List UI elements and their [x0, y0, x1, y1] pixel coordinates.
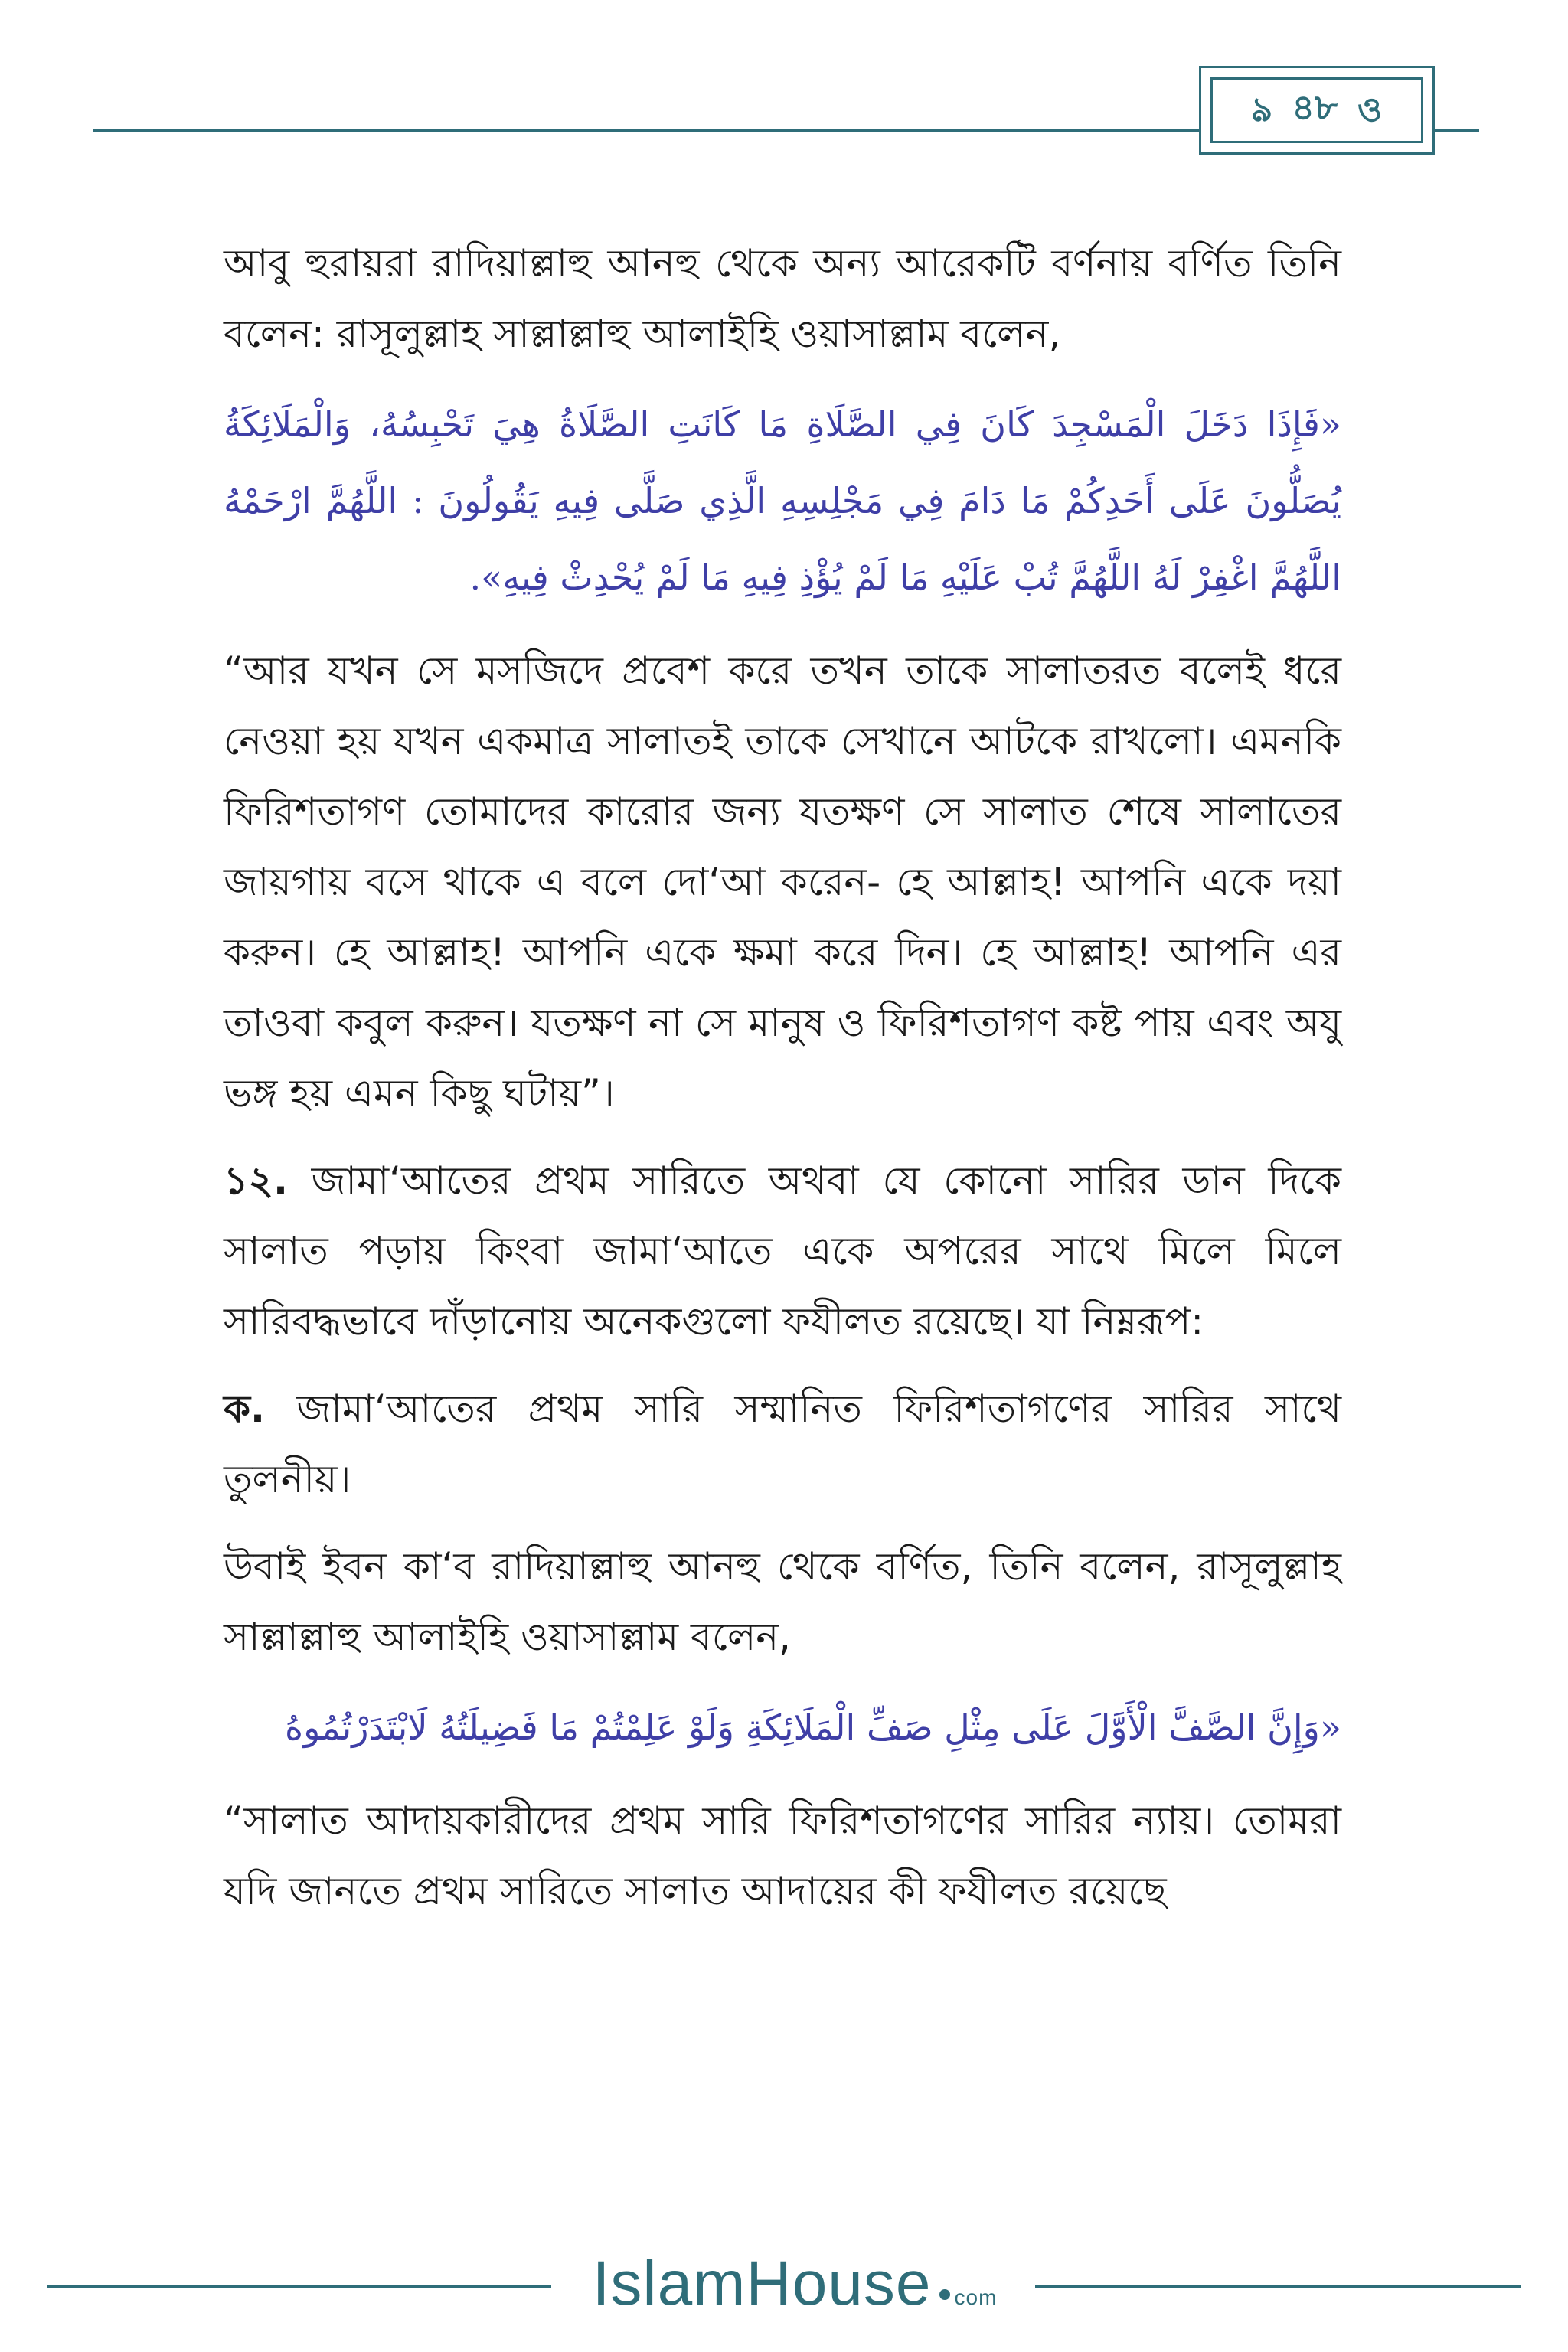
paragraph-intro: আবু হুরায়রা রাদিয়াল্লাহু আনহু থেকে অন্য আরেকটি বর্ণনায় বর্ণিত তিনি বলেন: রাসূলুল্লাহ সাল্লাল্লাহু আলাইহি ওয়াসাল্লাম বলেন, [224, 241, 1341, 356]
paragraph-point-12 [224, 1145, 1341, 1357]
left-ornament-icon: ঌ [1251, 90, 1272, 129]
arabic-hadith-1: «فَإِذَا دَخَلَ الْمَسْجِدَ كَانَ فِي الصَّلَاةِ مَا كَانَتِ الصَّلَاةُ هِيَ تَحْبِسُهُ، وَالْمَلَائِكَةُ يُصَلُّونَ عَلَى أَحَدِكُمْ مَا دَامَ فِي مَجْلِسِهِ الَّذِي صَلَّى فِيهِ يَقُولُونَ : اللَّهُمَّ ارْحَمْهُ اللَّهُمَّ اغْفِرْ لَهُ اللَّهُمَّ تُبْ عَلَيْهِ مَا لَمْ يُؤْذِ فِيهِ مَا لَمْ يُحْدِثْ فِيهِ». [224, 403, 1341, 598]
page-number: ৪৮ [1292, 87, 1338, 128]
footer-rule-right [1035, 2285, 1521, 2288]
subpoint-text: জামা‘আতের প্রথম সারি সম্মানিত ফিরিশতাগণের সারির সাথে তুলনীয়। [224, 1387, 1341, 1501]
paragraph-translation-2: “সালাত আদায়কারীদের প্রথম সারি ফিরিশতাগণের সারির ন্যায়। তোমরা যদি জানতে প্রথম সারিতে সালাত আদায়ের কী ফযীলত রয়েছে [224, 1798, 1341, 1913]
page-number-badge [1199, 66, 1435, 155]
islamhouse-logo [557, 2242, 1032, 2326]
point-text: জামা‘আতের প্রথম সারিতে অথবা যে কোনো সারির ডান দিকে সালাত পড়ায় কিংবা জামা‘আতে একে অপরের সাথে মিলে মিলে সারিবদ্ধভাবে দাঁড়ানোয় অনেকগুলো ফযীলত রয়েছে। যা নিম্নরূপ: [224, 1158, 1341, 1344]
arabic-hadith-2: «وَإِنَّ الصَّفَّ الْأَوَّلَ عَلَى مِثْلِ صَفِّ الْمَلَائِكَةِ وَلَوْ عَلِمْتُمْ مَا فَضِيلَتُهُ لَابْتَدَرْتُمُوهُ [285, 1707, 1341, 1748]
subpoint-letter: ক. [224, 1387, 265, 1431]
page-number-frame [1210, 77, 1423, 143]
paragraph-narration: উবাই ইবন কা‘ব রাদিয়াল্লাহু আনহু থেকে বর্ণিত, তিনি বলেন, রাসূলুল্লাহ সাল্লাল্লাহু আলাইহি ওয়াসাল্লাম বলেন, [224, 1544, 1341, 1659]
page-content [224, 228, 1341, 1943]
footer-rule-left [47, 2285, 551, 2288]
logo-dot-icon [939, 2289, 950, 2300]
paragraph-translation-1: “আর যখন সে মসজিদে প্রবেশ করে তখন তাকে সালাতরত বলেই ধরে নেওয়া হয় যখন একমাত্র সালাতই তাকে সেখানে আটকে রাখলো। এমনকি ফিরিশতাগণ তোমাদের কারোর জন্য যতক্ষণ সে সালাত শেষে সালাতের জায়গায় বসে থাকে এ বলে দো‘আ করেন- হে আল্লাহ! আপনি একে দয়া করুন। হে আল্লাহ! আপনি একে ক্ষমা করে দিন। হে আল্লাহ! আপনি এর তাওবা কবুল করুন। যতক্ষণ না সে মানুষ ও ফিরিশতাগণ কষ্ট পায় এবং অযু ভঙ্গ হয় এমন কিছু ঘটায়”। [224, 648, 1341, 1116]
point-number: ১২. [224, 1158, 288, 1203]
right-ornament-icon: ও [1357, 90, 1383, 129]
paragraph-subpoint-ka [224, 1374, 1341, 1514]
logo-brand-text: IslamHouse [592, 2249, 932, 2318]
logo-tld-text: com [954, 2285, 998, 2309]
